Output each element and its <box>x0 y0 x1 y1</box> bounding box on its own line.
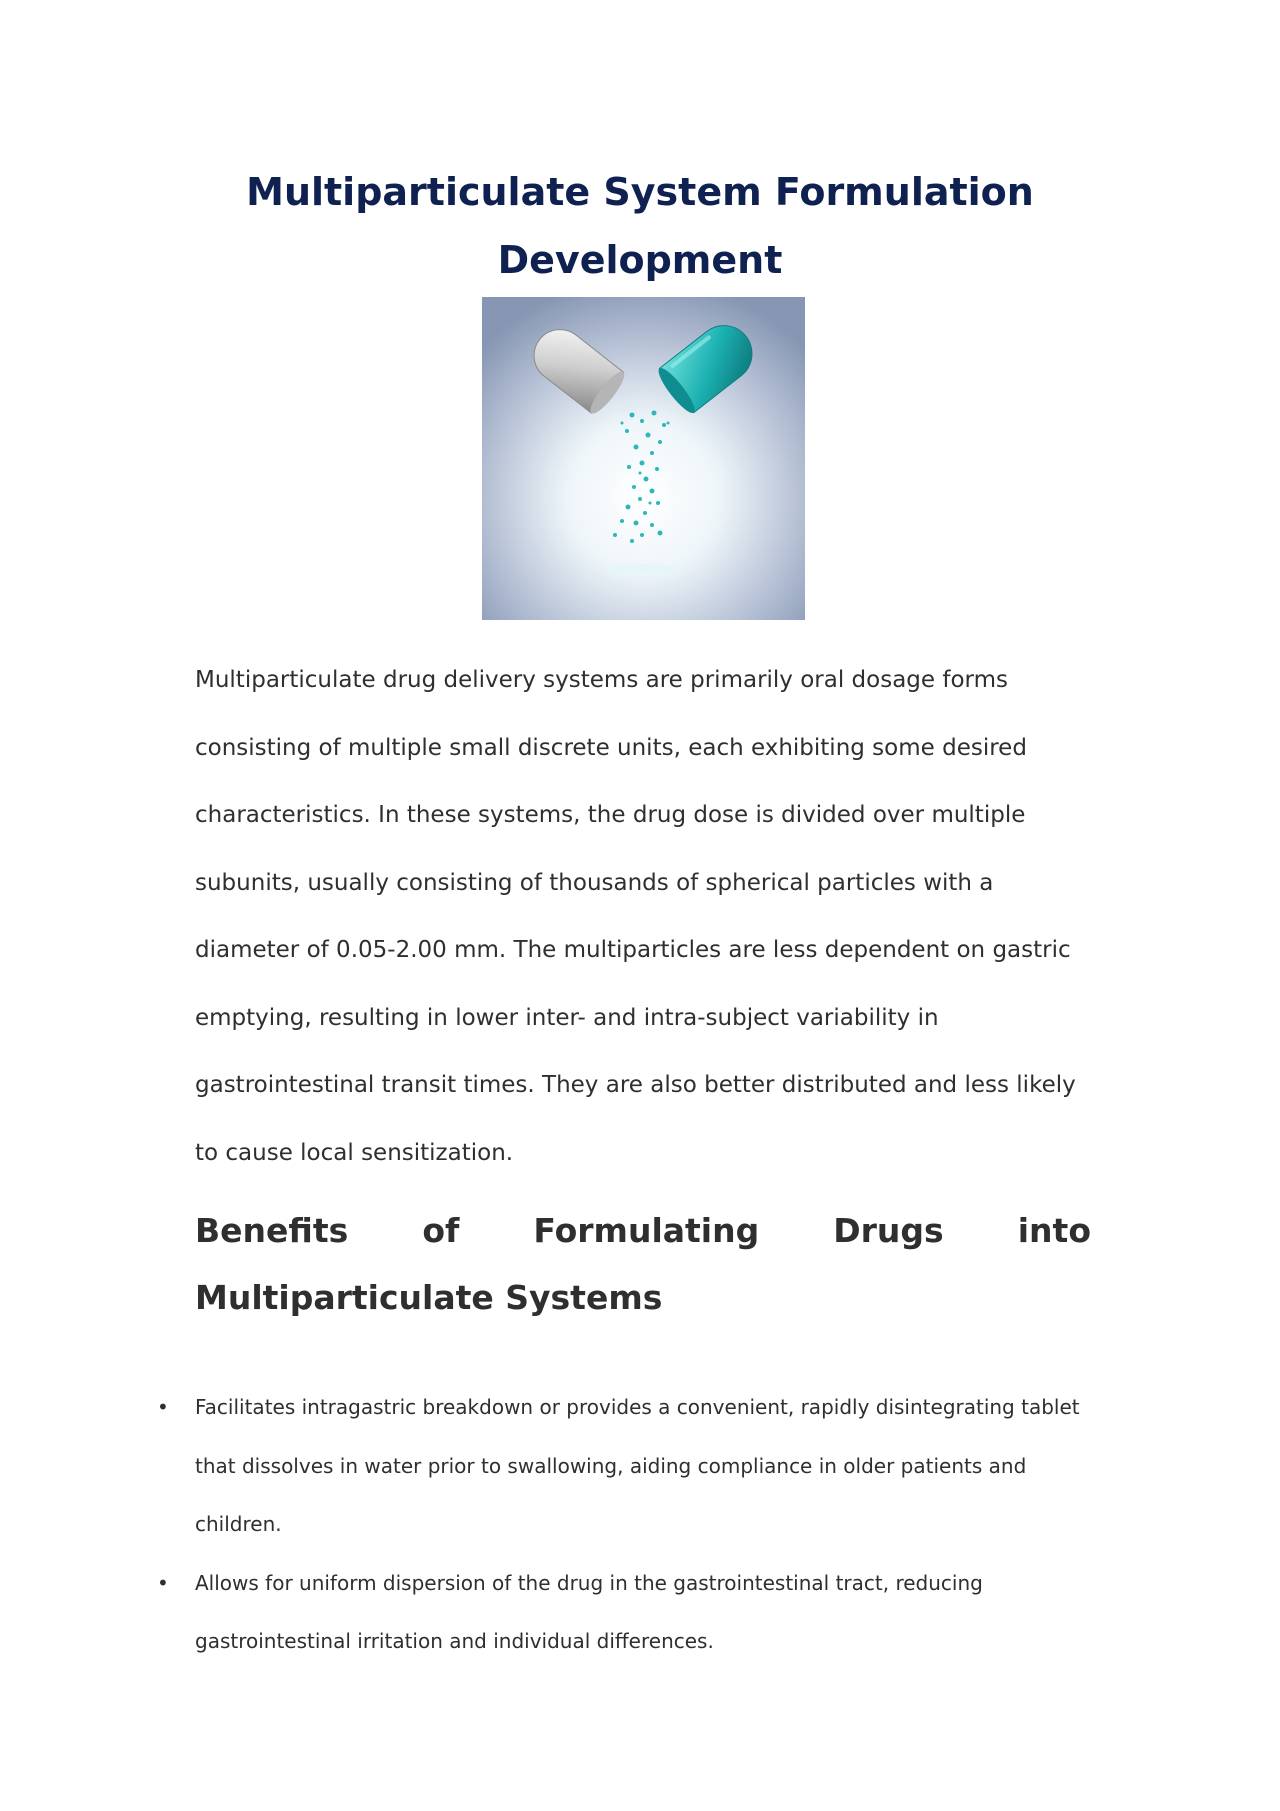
capsule-illustration <box>482 297 805 620</box>
intro-paragraph: Multiparticulate drug delivery systems are primarily oral dosage forms consisting of multiple small discrete units, each exhibiting some desired characteristics. In these systems, the drug dose is divided over multiple subunits, usually consisting of thousands of spherical particles with a diameter of 0.05-2.00 mm. The multiparticles are less dependent on gastric emptying, resulting in lower inter- and intra-subject variability in gastrointestinal transit times. They are also better distributed and less likely to cause local sensitization. <box>195 667 1076 1166</box>
benefit-text: Facilitates intragastric breakdown or provides a convenient, rapidly disintegrating tablet that dissolves in water prior to swallowing, aiding compliance in older patients and children. <box>195 1395 1080 1536</box>
benefit-text: Allows for uniform dispersion of the drug in the gastrointestinal tract, reducing gastrointestinal irritation and individual differences. <box>195 1570 983 1653</box>
list-item <box>157 1554 1095 1671</box>
open-capsule-icon <box>482 297 805 620</box>
benefits-list <box>157 1378 1095 1671</box>
benefits-heading: Benefits of Formulating Drugs into Multiparticulate Systems <box>195 1211 1091 1317</box>
page-title: Multiparticulate System Formulation Development <box>246 170 1034 282</box>
list-item <box>157 1378 1095 1554</box>
bullet-icon: • <box>157 1395 169 1419</box>
bullet-icon: • <box>157 1570 169 1595</box>
